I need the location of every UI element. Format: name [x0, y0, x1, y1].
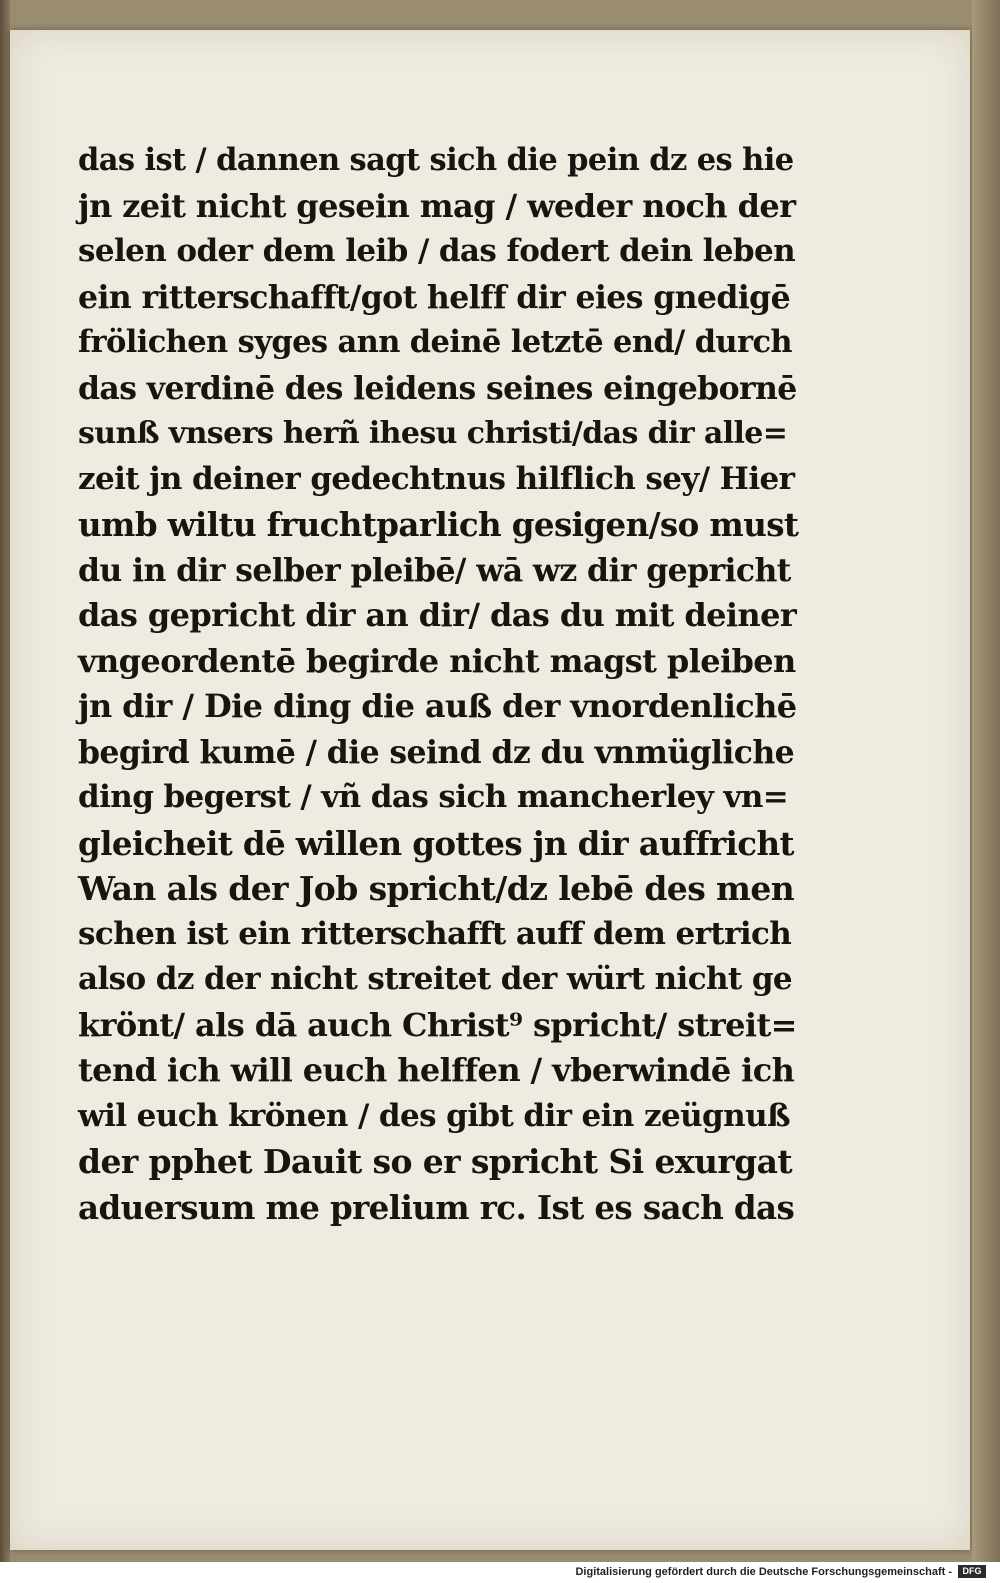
digitization-footer: [0, 1562, 1000, 1583]
text-line: zeit jn deiner gedechtnus hilflich sey/ Hier: [78, 460, 795, 497]
text-line: ding begerst / vñ das sich mancherley vn=: [78, 779, 789, 815]
text-line: aduersum me prelium rc. Ist es sach das: [78, 1187, 795, 1227]
text-line: das verdinē des leidens seines eingebornē: [78, 369, 797, 407]
text-line: begird kumē / die seind dz du vnmügliche: [78, 733, 795, 771]
text-line: das gepricht dir an dir/ das du mit deiner: [78, 596, 797, 634]
text-line: umb wiltu fruchtparlich gesigen/so must: [78, 505, 799, 544]
text-line: das ist / dannen sagt sich die pein dz es hie: [78, 142, 794, 178]
text-line: sunß vnsers herñ ihesu christi/das dir alle=: [78, 416, 788, 451]
dfg-logo-icon: DFG: [958, 1565, 986, 1578]
text-line: frölichen syges ann deinē letztē end/ durch: [78, 324, 793, 360]
funding-credit: Digitalisierung gefördert durch die Deutsche Forschungsgemeinschaft -: [575, 1566, 952, 1578]
book-page: [10, 30, 970, 1550]
text-line: vngeordentē begirde nicht magst pleiben: [78, 641, 796, 680]
text-line: krönt/ als dā auch Christ⁹ spricht/ streit=: [78, 1005, 797, 1044]
text-line: also dz der nicht streitet der würt nicht ge: [78, 961, 793, 997]
text-line: gleicheit dē willen gottes jn dir auffricht: [78, 823, 794, 863]
text-line: du in dir selber pleibē/ wā wz dir gepricht: [78, 551, 791, 589]
text-line: selen oder dem leib / das fodert dein leben: [78, 233, 796, 269]
text-line: jn dir / Die ding die auß der vnordenlichē: [78, 687, 797, 725]
text-line: Wan als der Job spricht/dz lebē des men: [78, 869, 795, 908]
text-line: tend ich will euch helffen / vberwindē ich: [78, 1051, 795, 1089]
text-line: jn zeit nicht gesein mag / weder noch der: [78, 186, 796, 225]
text-line: der pphet Dauit so er spricht Si exurgat: [78, 1142, 793, 1181]
text-line: schen ist ein ritterschafft auff dem ertrich: [78, 915, 792, 952]
text-line: ein ritterschafft/got helff dir eies gnedigē: [78, 278, 791, 316]
text-line: wil euch krönen / des gibt dir ein zeügnuß: [78, 1097, 790, 1134]
page-text-block: [78, 138, 798, 1230]
